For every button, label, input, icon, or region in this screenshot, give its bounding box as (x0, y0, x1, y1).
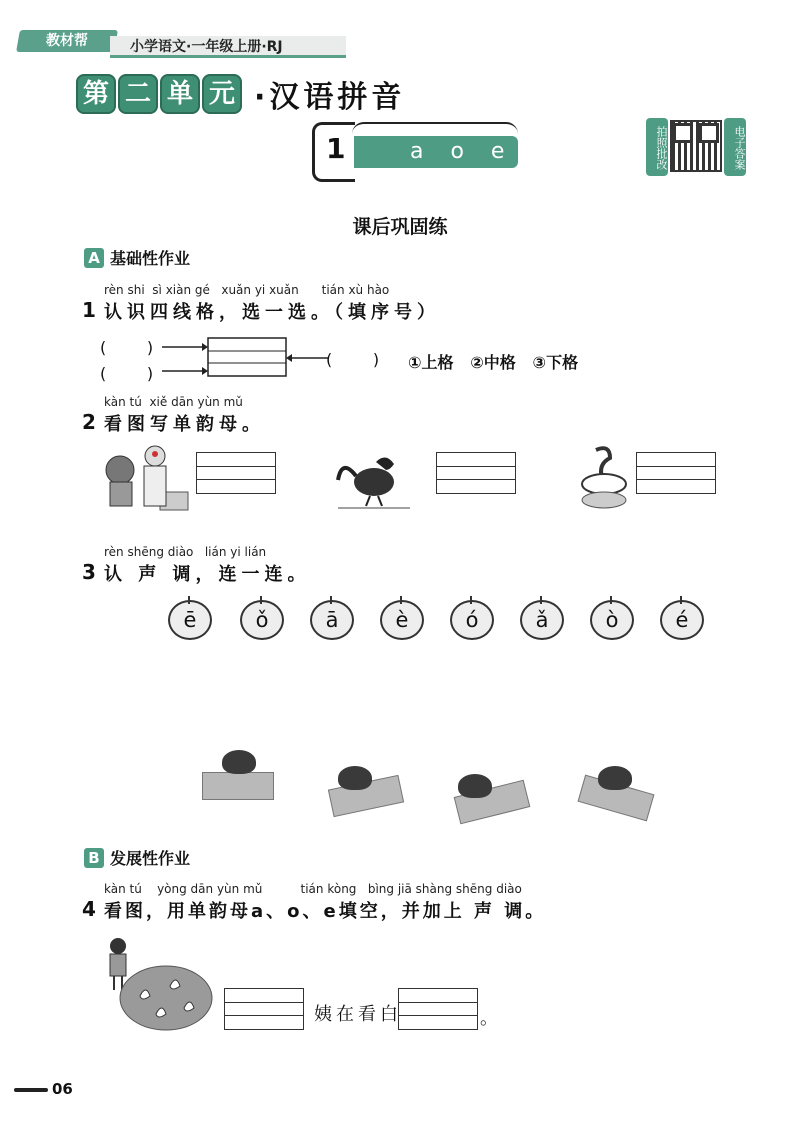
q4-end-mark: 。 (480, 1008, 498, 1029)
apple-tone-card[interactable]: ē (168, 600, 212, 640)
q3-number: 3 (82, 560, 96, 584)
unit-subtitle: ·汉语拼音 (254, 80, 406, 115)
q2-answer-box-1[interactable] (196, 452, 276, 494)
q3-text: 认 声 调，连一连。 (104, 564, 311, 585)
apple-tone-card[interactable]: ǒ (240, 600, 284, 640)
q2-number: 2 (82, 410, 96, 434)
section-a-badge: A (84, 248, 104, 268)
girl-and-geese-illustration (100, 936, 216, 1034)
q4-pinyin: kàn tú yòng dān yùn mǔ tián kòng bìng jiā shàng shēng diào (104, 882, 522, 896)
goose-illustration (574, 442, 634, 512)
page-number-line (14, 1088, 48, 1092)
apple-tone-card[interactable]: è (380, 600, 424, 640)
apple-tone-card[interactable]: ò (590, 600, 634, 640)
q1-number: 1 (82, 298, 96, 322)
section-b-heading (84, 846, 190, 869)
q1-bracket-bottom[interactable]: ( ) (100, 364, 154, 383)
page-number: 06 (52, 1080, 73, 1098)
q4-answer-box-2[interactable] (398, 988, 478, 1030)
q1-text: 认识四线格，选一选。（填序号） (104, 302, 440, 323)
unit-char: 元 (202, 74, 242, 114)
hedgehog-icon (598, 766, 632, 790)
q4-middle-text: 姨在看白 (314, 1004, 402, 1025)
section-b-title: 发展性作业 (110, 849, 191, 868)
unit-badge (76, 74, 242, 114)
series-tag: 小学语文·一年级上册·RJ (110, 36, 346, 58)
lesson-title: a o e (354, 136, 518, 168)
doctor-patient-illustration (100, 442, 192, 516)
unit-char: 单 (160, 74, 200, 114)
qr-panel[interactable] (646, 118, 746, 176)
book-page-curve (352, 122, 518, 134)
q4-text: 看图，用单韵母a、o、e填空，并加上 声 调。 (104, 901, 547, 922)
header-bar (18, 30, 336, 58)
section-a-title: 基础性作业 (110, 249, 191, 268)
qr-code-icon[interactable] (670, 120, 722, 172)
q2-pinyin: kàn tú xiě dān yùn mǔ (104, 395, 243, 409)
qr-left-label: 拍照批改 (646, 118, 668, 176)
q1-pinyin: rèn shi sì xiàn gé xuǎn yi xuǎn tián xù hào (104, 283, 390, 297)
q1-bracket-right[interactable]: ( ) (326, 350, 380, 369)
q2-answer-box-3[interactable] (636, 452, 716, 494)
q2-answer-box-2[interactable] (436, 452, 516, 494)
section-b-badge: B (84, 848, 104, 868)
q4-number: 4 (82, 897, 96, 921)
q1-four-line-diagram (160, 334, 330, 380)
section-a-heading (84, 246, 190, 269)
apple-tone-card[interactable]: é (660, 600, 704, 640)
q1-bracket-top[interactable]: ( ) (100, 338, 154, 357)
q1-options: ①上格 ②中格 ③下格 (408, 353, 579, 372)
unit-char: 二 (118, 74, 158, 114)
rooster-illustration (336, 450, 412, 510)
section-title: 课后巩固练 (352, 216, 448, 238)
apple-tone-card[interactable]: ā (310, 600, 354, 640)
apple-tone-card[interactable]: ǎ (520, 600, 564, 640)
q3-pinyin: rèn shēng diào lián yi lián (104, 545, 267, 559)
hedgehog-icon (338, 766, 372, 790)
unit-char: 第 (76, 74, 116, 114)
brand-tag: 教材帮 (16, 30, 118, 52)
hedgehog-mound-1[interactable] (202, 772, 274, 800)
lesson-number: 1 (326, 132, 346, 165)
apple-tone-card[interactable]: ó (450, 600, 494, 640)
q2-text: 看图写单韵母。 (104, 414, 265, 435)
hedgehog-icon (458, 774, 492, 798)
qr-right-label: 电子答案 (724, 118, 746, 176)
q4-answer-box-1[interactable] (224, 988, 304, 1030)
hedgehog-icon (222, 750, 256, 774)
